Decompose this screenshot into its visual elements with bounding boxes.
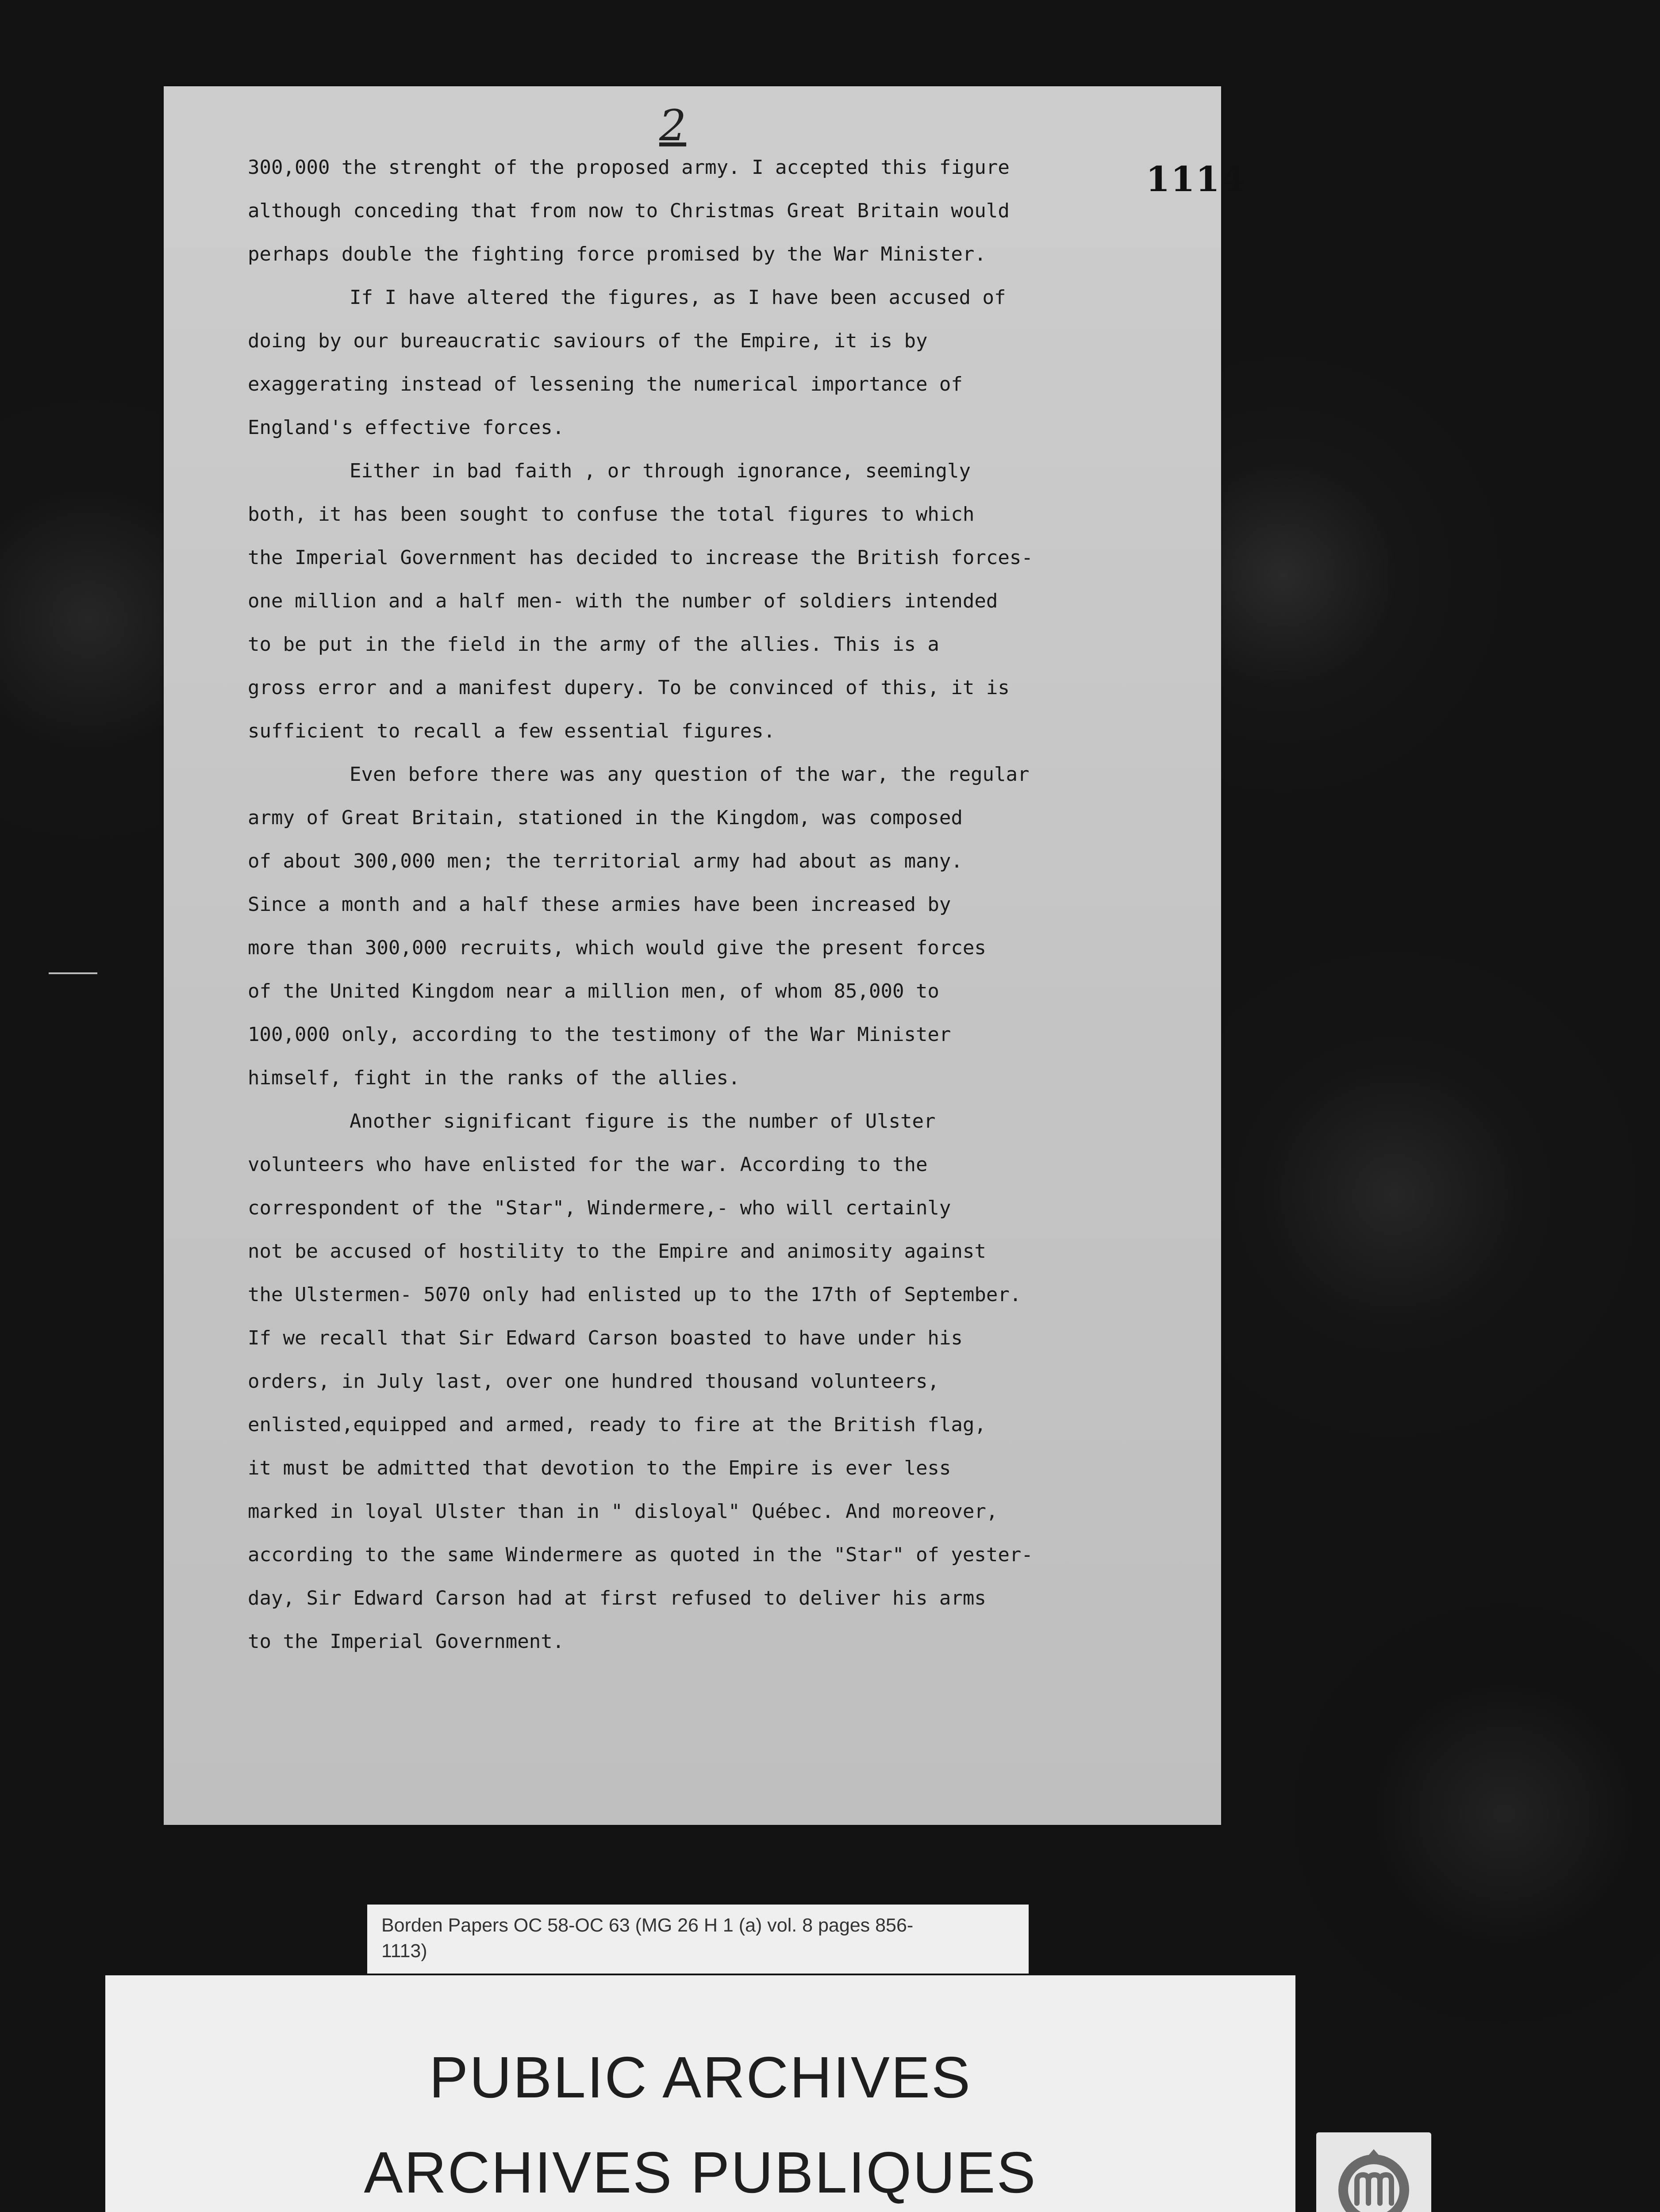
document-body	[248, 146, 1199, 1663]
text-line: Either in bad faith , or through ignorance, seemingly	[350, 460, 971, 482]
text-line: perhaps double the fighting force promised by the War Minister.	[248, 243, 986, 265]
text-line: sufficient to recall a few essential figures.	[248, 720, 776, 742]
film-edge-mark	[49, 972, 97, 974]
text-line: one million and a half men- with the number of soldiers intended	[248, 590, 998, 612]
text-line: himself, fight in the ranks of the allies.	[248, 1067, 740, 1089]
text-line: more than 300,000 recruits, which would give the present forces	[248, 937, 986, 959]
text-line: the Imperial Government has decided to increase the British forces-	[248, 546, 1033, 569]
archives-card	[105, 1975, 1295, 2212]
text-line: marked in loyal Ulster than in " disloyal" Québec. And moreover,	[248, 1500, 998, 1523]
text-line: doing by our bureaucratic saviours of the Empire, it is by	[248, 330, 928, 352]
text-line: volunteers who have enlisted for the war. According to the	[248, 1153, 928, 1176]
archives-canada-logo-icon	[1316, 2132, 1431, 2212]
text-line: although conceding that from now to Christmas Great Britain would	[248, 200, 1010, 222]
reference-label-line-1: Borden Papers OC 58-OC 63 (MG 26 H 1 (a) vol. 8 pages 856-	[381, 1915, 914, 1936]
archives-title-english: PUBLIC ARCHIVES	[429, 2045, 972, 2110]
text-line: according to the same Windermere as quoted in the "Star" of yester-	[248, 1544, 1033, 1566]
paragraph	[248, 449, 1199, 753]
text-line: of the United Kingdom near a million men, of whom 85,000 to	[248, 980, 939, 1002]
text-line: day, Sir Edward Carson had at first refused to deliver his arms	[248, 1587, 986, 1609]
text-line: 300,000 the strenght of the proposed army. I accepted this figure	[248, 156, 1010, 179]
paragraph	[248, 1100, 1199, 1663]
handwritten-page-number: 2	[659, 101, 687, 150]
text-line: England's effective forces.	[248, 416, 565, 439]
text-line: correspondent of the "Star", Windermere,- who will certainly	[248, 1197, 951, 1219]
text-line: army of Great Britain, stationed in the Kingdom, was composed	[248, 806, 963, 829]
reference-label-line-2: 1113)	[381, 1940, 427, 1962]
paragraph	[248, 276, 1199, 449]
text-line: Another significant figure is the number of Ulster	[350, 1110, 936, 1133]
text-line: enlisted,equipped and armed, ready to fire at the British flag,	[248, 1413, 986, 1436]
paragraph	[248, 146, 1199, 276]
text-line: Since a month and a half these armies have been increased by	[248, 893, 951, 916]
text-line: 100,000 only, according to the testimony of the War Minister	[248, 1023, 951, 1046]
text-line: to be put in the field in the army of the allies. This is a	[248, 633, 939, 656]
text-line: both, it has been sought to confuse the total figures to which	[248, 503, 975, 526]
text-line: it must be admitted that devotion to the Empire is ever less	[248, 1457, 951, 1479]
text-line: exaggerating instead of lessening the numerical importance of	[248, 373, 963, 396]
text-line: Even before there was any question of the war, the regular	[350, 763, 1030, 786]
text-line: of about 300,000 men; the territorial army had about as many.	[248, 850, 963, 872]
archives-title-french: ARCHIVES PUBLIQUES	[364, 2140, 1037, 2205]
text-line: gross error and a manifest dupery. To be convinced of this, it is	[248, 676, 1010, 699]
text-line: to the Imperial Government.	[248, 1630, 565, 1653]
folio-stamp: 1114	[1146, 159, 1246, 200]
paragraph	[248, 753, 1199, 1100]
text-line: the Ulstermen- 5070 only had enlisted up to the 17th of September.	[248, 1283, 1022, 1306]
text-line: If we recall that Sir Edward Carson boasted to have under his	[248, 1327, 963, 1349]
text-line: not be accused of hostility to the Empire and animosity against	[248, 1240, 986, 1263]
text-line: orders, in July last, over one hundred thousand volunteers,	[248, 1370, 939, 1393]
reference-label	[367, 1905, 1029, 1974]
text-line: If I have altered the figures, as I have been accused of	[350, 286, 1006, 309]
